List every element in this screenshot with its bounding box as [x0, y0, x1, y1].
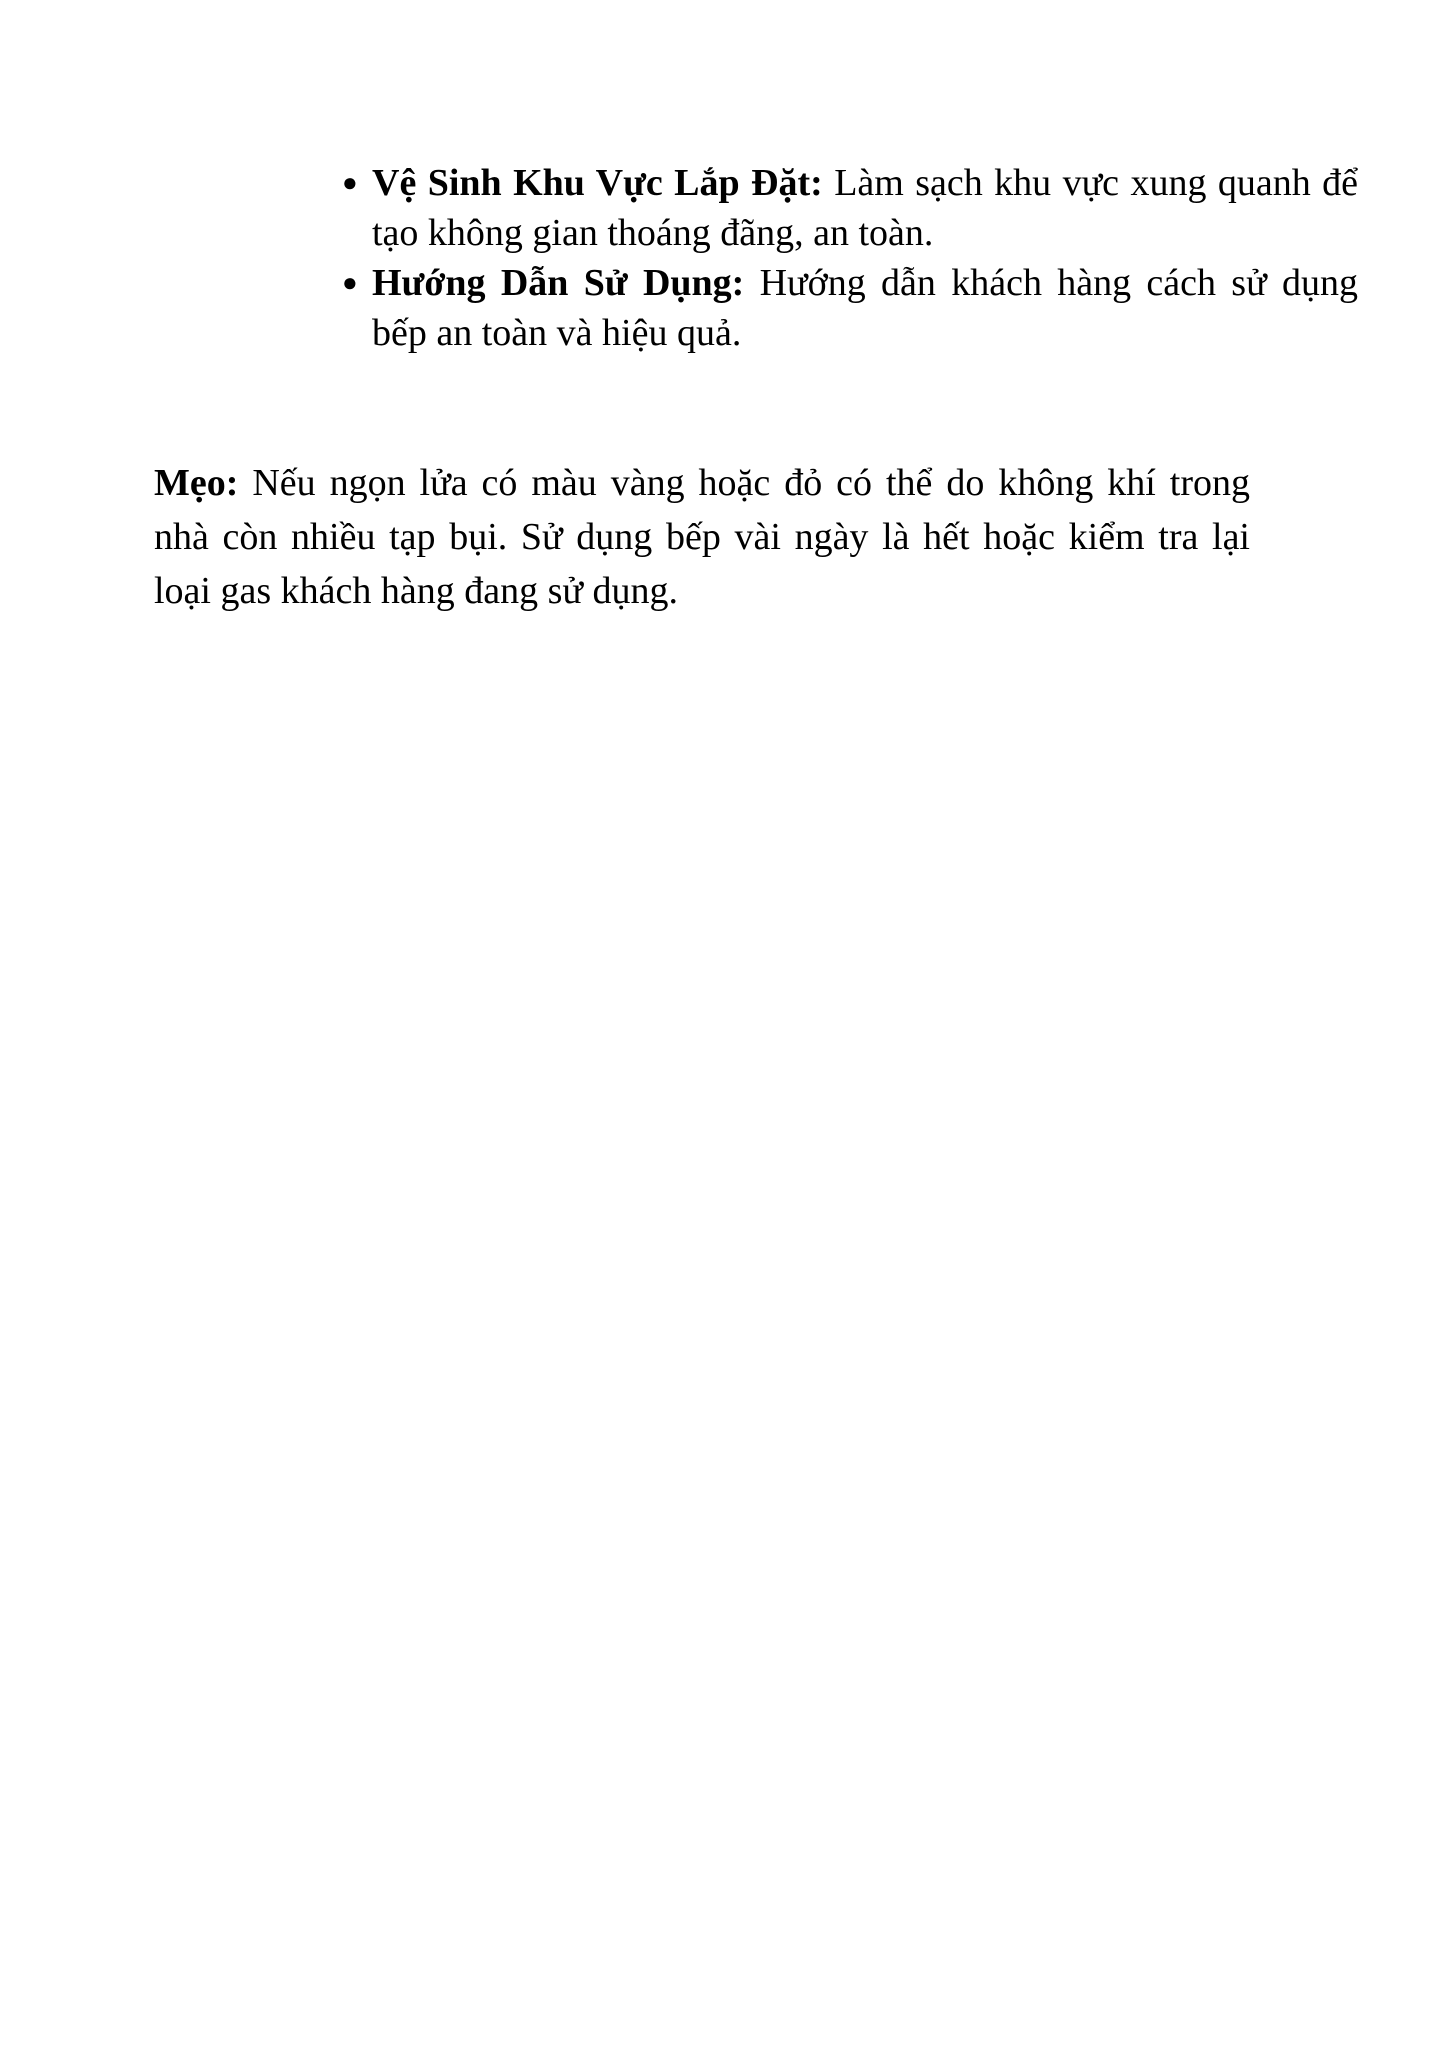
list-item-installation-cleaning — [342, 158, 1358, 258]
bullet-title: Vệ Sinh Khu Vực Lắp Đặt: — [372, 162, 823, 204]
bullet-text: Làm sạch khu vực xung quanh để tạo không gian thoáng đãng, an toàn. — [372, 162, 1359, 254]
bullet-text: Hướng dẫn khách hàng cách sử dụng bếp an toàn và hiệu quả. — [372, 262, 1358, 354]
bullet-title: Hướng Dẫn Sử Dụng: — [372, 262, 745, 304]
tip-label: Mẹo: — [154, 462, 239, 504]
list-item-usage-guide — [342, 258, 1358, 358]
bullet-icon: ● — [342, 268, 358, 297]
tip-paragraph — [154, 456, 1250, 618]
tip-text: Nếu ngọn lửa có màu vàng hoặc đỏ có thể do không khí trong nhà còn nhiều tạp bụi. Sử dụng bếp vài ngày là hết hoặc kiểm tra lại loại gas khách hàng đang sử dụng. — [154, 462, 1250, 612]
bullet-icon: ● — [342, 168, 358, 197]
bullet-list — [342, 158, 1358, 358]
